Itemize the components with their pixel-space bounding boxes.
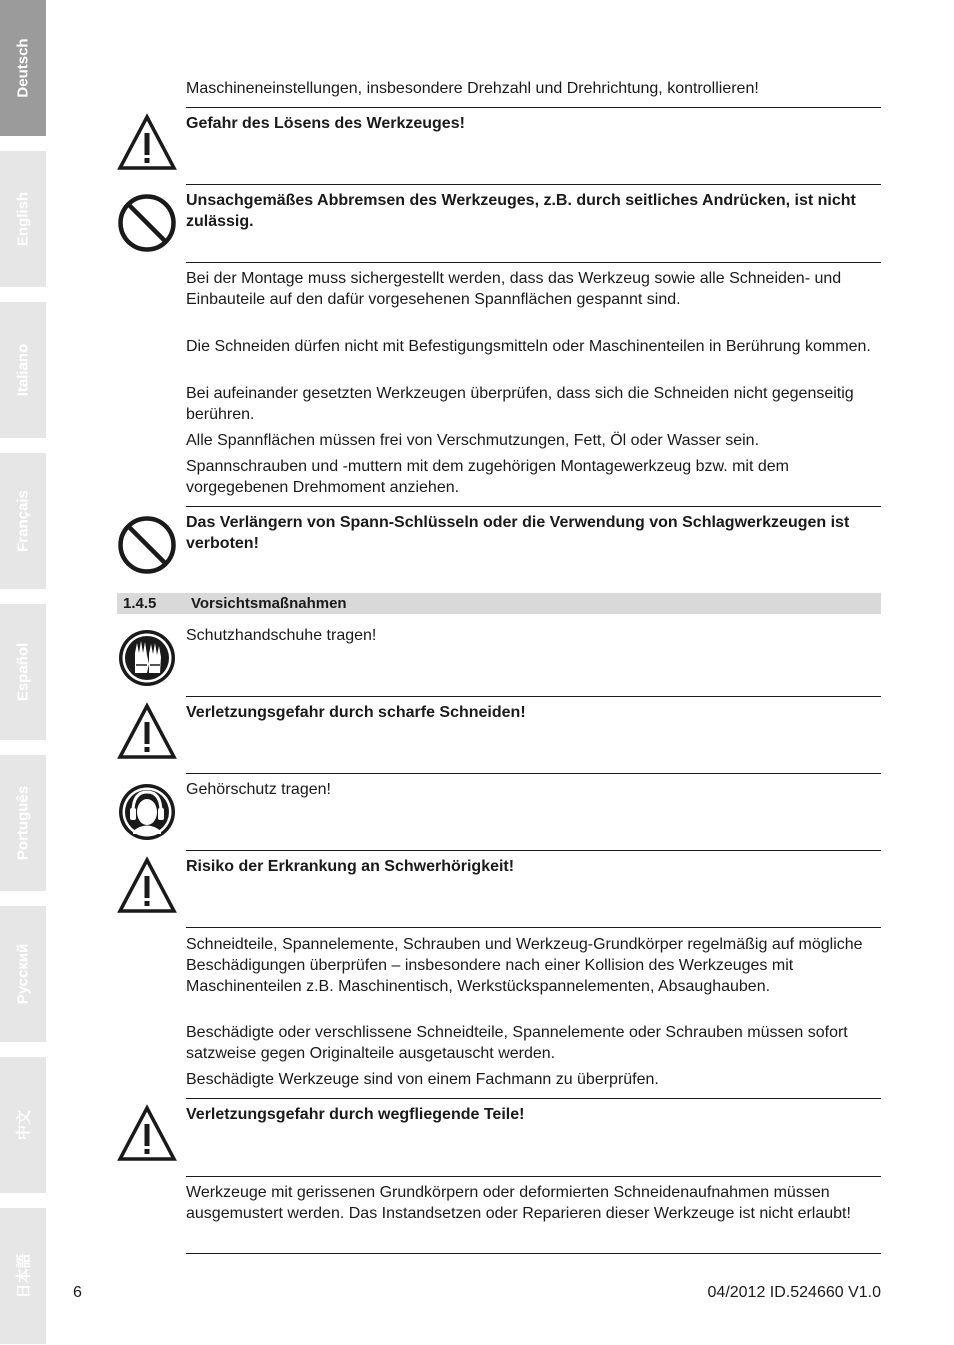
divider: [186, 773, 881, 774]
divider: [186, 262, 881, 263]
divider: [186, 184, 881, 185]
gloves-text: Schutzhandschuhe tragen!: [186, 627, 377, 644]
divider: [186, 506, 881, 507]
divider: [186, 927, 881, 928]
divider: [186, 1098, 881, 1099]
tab-label: Русский: [14, 943, 32, 1005]
prohibition-icon: [117, 193, 177, 253]
section-number: 1.4.5: [123, 595, 157, 612]
tab-francais[interactable]: [0, 453, 46, 589]
section-header: [117, 593, 881, 614]
paragraph-spannschrauben: Spannschrauben und -muttern mit dem zugehörigen Montagewerkzeug bzw. mit dem vorgegebenen Drehmoment anziehen.: [186, 458, 789, 496]
tab-portugues[interactable]: [0, 755, 46, 891]
warning-triangle-icon: [117, 856, 177, 916]
tab-label: 中文: [15, 1109, 33, 1141]
tab-label: English: [14, 191, 32, 247]
ear-protection-text: Gehörschutz tragen!: [186, 781, 331, 798]
tab-label: Español: [14, 642, 32, 702]
tab-japanese[interactable]: [0, 1208, 46, 1344]
warning-scharfe-schneiden: Verletzungsgefahr durch scharfe Schneiden!: [186, 704, 526, 721]
tab-russian[interactable]: [0, 906, 46, 1042]
ear-protection-icon: [117, 782, 177, 842]
warning-wegfliegende-teile: Verletzungsgefahr durch wegfliegende Teile!: [186, 1106, 525, 1123]
paragraph-ausmustern: Werkzeuge mit gerissenen Grundkörpern oder deformierten Schneidenaufnahmen müssen ausgemustert werden. Das Instandsetzen oder Reparieren dieser Werkzeuge ist nicht erlaubt!: [186, 1184, 851, 1222]
tab-espanol[interactable]: [0, 604, 46, 740]
paragraph-replacement: Beschädigte oder verschlissene Schneidteile, Spannelemente oder Schrauben müssen sofort satzweise gegen Originalteile ausgetauscht werden.: [186, 1024, 848, 1062]
language-tabs: [0, 0, 46, 1345]
prohibition-abbremsen: Unsachgemäßes Abbremsen des Werkzeuges, z.B. durch seitliches Andrücken, ist nicht zulässig.: [186, 192, 856, 230]
document-id: 04/2012 ID.524660 V1.0: [707, 1284, 881, 1301]
paragraph-fachmann: Beschädigte Werkzeuge sind von einem Fachmann zu überprüfen.: [186, 1071, 659, 1088]
paragraph-montage: Bei der Montage muss sichergestellt werden, dass das Werkzeug sowie alle Schneiden- und Einbauteile auf den dafür vorgesehenen Spannflächen gespannt sind.: [186, 270, 842, 308]
warning-triangle-icon: [117, 1104, 177, 1164]
tab-english[interactable]: [0, 151, 46, 287]
prohibition-verlaengern: Das Verlängern von Spann-Schlüsseln oder die Verwendung von Schlagwerkzeugen ist verboten!: [186, 514, 850, 552]
tab-label: 日本語: [15, 1253, 33, 1299]
paragraph-inspection: Schneidteile, Spannelemente, Schrauben und Werkzeug-Grundkörper regelmäßig auf mögliche Beschädigungen überprüfen – insbesondere nach einer Kollision des Werkzeuges mit Maschinenteilen z.B. Maschinentisch, Werkstückspannelementen, Absaughauben.: [186, 936, 863, 995]
divider: [186, 850, 881, 851]
divider: [186, 696, 881, 697]
tab-chinese[interactable]: [0, 1057, 46, 1193]
tab-label: Italiano: [14, 343, 32, 397]
warning-gefahr-loesen: Gefahr des Lösens des Werkzeuges!: [186, 115, 465, 132]
warning-triangle-icon: [117, 702, 177, 762]
tab-italiano[interactable]: [0, 302, 46, 438]
tab-deutsch[interactable]: [0, 0, 46, 136]
divider: [186, 1176, 881, 1177]
prohibition-icon: [117, 515, 177, 575]
paragraph-schneiden: Die Schneiden dürfen nicht mit Befestigungsmitteln oder Maschinenteilen in Berührung kommen.: [186, 338, 871, 355]
tab-label: Português: [14, 785, 32, 861]
divider: [186, 107, 881, 108]
section-title: Vorsichtsmaßnahmen: [191, 595, 347, 612]
divider: [186, 1253, 881, 1254]
warning-triangle-icon: [117, 113, 177, 173]
gloves-icon: [117, 628, 177, 688]
page-number: 6: [73, 1284, 82, 1301]
paragraph-aufeinander: Bei aufeinander gesetzten Werkzeugen überprüfen, dass sich die Schneiden nicht gegenseitig berühren.: [186, 385, 854, 423]
warning-schwerhoerigkeit: Risiko der Erkrankung an Schwerhörigkeit!: [186, 858, 515, 875]
tab-label: Deutsch: [14, 38, 32, 98]
tab-label: Français: [14, 490, 32, 552]
intro-text: Maschineneinstellungen, insbesondere Drehzahl und Drehrichtung, kontrollieren!: [186, 80, 759, 97]
paragraph-spannflaechen: Alle Spannflächen müssen frei von Verschmutzungen, Fett, Öl oder Wasser sein.: [186, 432, 760, 449]
